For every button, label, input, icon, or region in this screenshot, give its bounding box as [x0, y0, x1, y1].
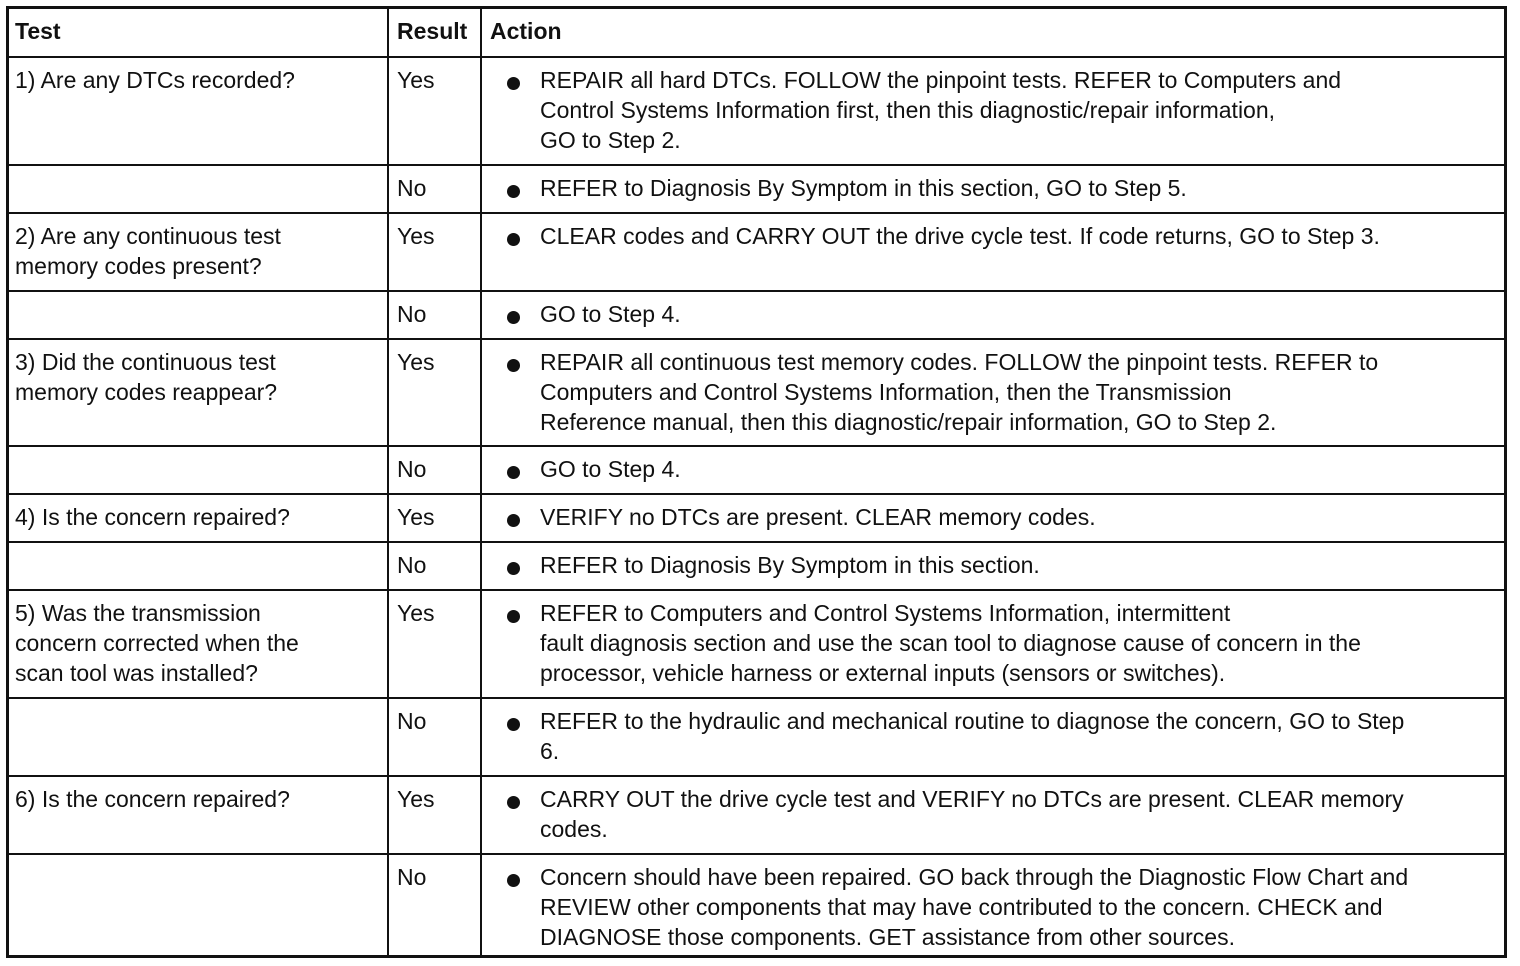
bullet-icon: [507, 610, 520, 623]
test-question: [9, 855, 387, 955]
action-text: GO to Step 4.: [540, 456, 681, 482]
table-row: [9, 212, 1504, 290]
table-row: [9, 541, 1504, 589]
table-row: [9, 164, 1504, 212]
test-question: 5) Was the transmission concern corrected when the scan tool was installed?: [15, 600, 299, 686]
test-question: 3) Did the continuous test memory codes reappear?: [15, 349, 278, 405]
action-cell: [480, 543, 1504, 589]
result-value: No: [387, 447, 480, 493]
action-text: REPAIR all continuous test memory codes. FOLLOW the pinpoint tests. REFER to Computers and Control Systems Information, then the Transmission Reference manual, then this diagnostic/repair information, GO to Step 2.: [540, 349, 1379, 435]
header-result: Result: [387, 9, 480, 56]
bullet-icon: [507, 796, 520, 809]
table-row: [9, 290, 1504, 338]
test-question: 2) Are any continuous test memory codes present?: [15, 223, 281, 279]
bullet-icon: [507, 718, 520, 731]
action-text: CARRY OUT the drive cycle test and VERIFY no DTCs are present. CLEAR memory codes.: [540, 786, 1404, 842]
header-test: Test: [15, 18, 61, 44]
action-text: CLEAR codes and CARRY OUT the drive cycle test. If code returns, GO to Step 3.: [540, 223, 1380, 249]
table-row: [9, 493, 1504, 541]
test-question: [9, 447, 387, 493]
action-text: GO to Step 4.: [540, 301, 681, 327]
action-cell: [480, 292, 1504, 338]
result-value: Yes: [387, 214, 480, 290]
test-question: [9, 543, 387, 589]
table-row: [9, 697, 1504, 775]
action-cell: [480, 495, 1504, 541]
action-cell: [480, 340, 1504, 445]
diagnostic-table: [6, 6, 1507, 958]
bullet-icon: [507, 874, 520, 887]
bullet-icon: [507, 185, 520, 198]
result-value: Yes: [387, 58, 480, 164]
bullet-icon: [507, 77, 520, 90]
action-text: Concern should have been repaired. GO back through the Diagnostic Flow Chart and REVIEW other components that may have contributed to the concern. CHECK and DIAGNOSE those components. GET assistance from other sources.: [540, 864, 1409, 950]
action-cell: [480, 855, 1504, 955]
table-header-row: [9, 9, 1504, 56]
test-question: 4) Is the concern repaired?: [15, 504, 290, 530]
result-value: Yes: [387, 777, 480, 853]
test-question: [9, 699, 387, 775]
result-value: No: [387, 855, 480, 955]
action-cell: [480, 591, 1504, 697]
header-action: Action: [480, 9, 1504, 56]
action-cell: [480, 58, 1504, 164]
action-text: VERIFY no DTCs are present. CLEAR memory codes.: [540, 504, 1096, 530]
action-cell: [480, 699, 1504, 775]
action-cell: [480, 214, 1504, 290]
bullet-icon: [507, 562, 520, 575]
result-value: Yes: [387, 591, 480, 697]
bullet-icon: [507, 311, 520, 324]
action-text: REFER to Computers and Control Systems Information, intermittent fault diagnosis section and use the scan tool to diagnose cause of concern in the processor, vehicle harness or external inputs (sensors or switches).: [540, 600, 1361, 686]
result-value: Yes: [387, 340, 480, 445]
table-row: [9, 853, 1504, 955]
test-question: 6) Is the concern repaired?: [15, 786, 290, 812]
action-text: REPAIR all hard DTCs. FOLLOW the pinpoint tests. REFER to Computers and Control Systems Information first, then this diagnostic/repair information, GO to Step 2.: [540, 67, 1342, 153]
test-question: 1) Are any DTCs recorded?: [15, 67, 295, 93]
bullet-icon: [507, 466, 520, 479]
result-value: No: [387, 699, 480, 775]
test-question: [9, 166, 387, 212]
table-row: [9, 338, 1504, 445]
result-value: No: [387, 166, 480, 212]
result-value: No: [387, 292, 480, 338]
bullet-icon: [507, 514, 520, 527]
action-text: REFER to Diagnosis By Symptom in this section.: [540, 552, 1040, 578]
table-row: [9, 56, 1504, 164]
action-text: REFER to the hydraulic and mechanical routine to diagnose the concern, GO to Step 6.: [540, 708, 1405, 764]
action-cell: [480, 166, 1504, 212]
table-row: [9, 445, 1504, 493]
table-row: [9, 775, 1504, 853]
bullet-icon: [507, 233, 520, 246]
result-value: No: [387, 543, 480, 589]
result-value: Yes: [387, 495, 480, 541]
action-cell: [480, 447, 1504, 493]
bullet-icon: [507, 359, 520, 372]
action-text: REFER to Diagnosis By Symptom in this section, GO to Step 5.: [540, 175, 1187, 201]
test-question: [9, 292, 387, 338]
action-cell: [480, 777, 1504, 853]
table-row: [9, 589, 1504, 697]
